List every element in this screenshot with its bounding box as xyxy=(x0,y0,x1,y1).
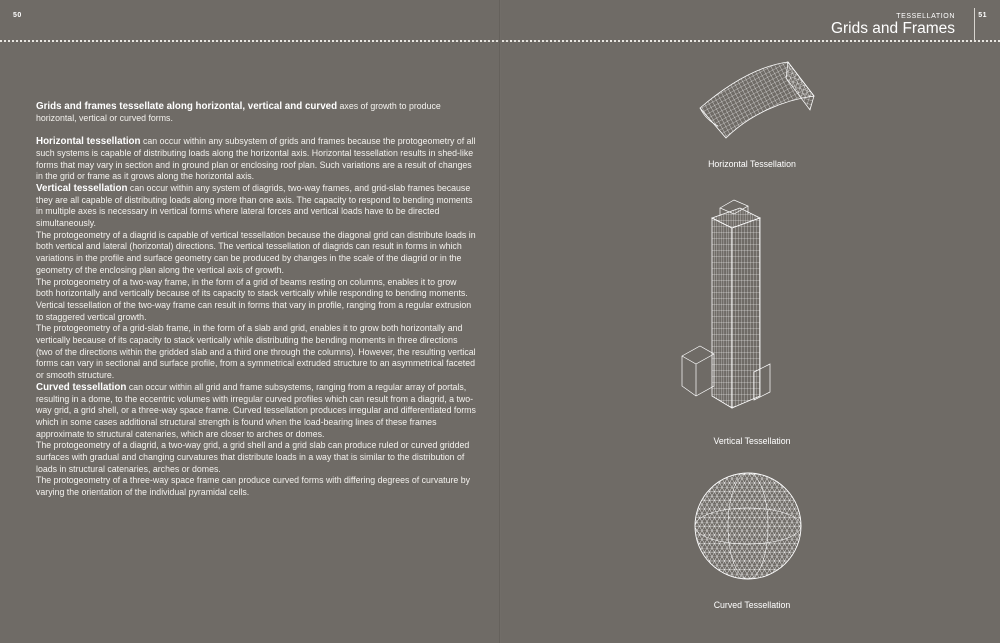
left-page-number: 50 xyxy=(13,12,22,19)
right-page-number: 51 xyxy=(978,12,987,19)
paragraph xyxy=(36,183,476,230)
figure-caption: Vertical Tessellation xyxy=(713,436,791,446)
paragraph-text: axes of growth to produce horizontal, vertical or curved forms. xyxy=(36,101,441,123)
lead-in: Vertical tessellation xyxy=(36,182,128,194)
paragraph xyxy=(36,136,476,183)
paragraph-text: The protogeometry of a diagrid is capable of vertical tessellation because the diagonal grid can distribute loads in both vertical and lateral (horizontal) directions. The vertical tessellation of diagrids can result in forms in which variations in the profile and surface geometry can be produced by changes in the scale of the diagrid or in the geometry of the enclosing plan along the vertical axis of growth. xyxy=(36,229,476,275)
paragraph-text: can occur within any system of diagrids, two-way frames, and grid-slab frames because they are all capable of distributing loads along more than one axis. The capacity to respond to bending moments in multiple axes is necessary in vertical forms where lateral forces and vertical loads have to be directed simultaneously. xyxy=(36,182,473,229)
right-dotted-rule xyxy=(502,40,1000,42)
paragraph-text: The protogeometry of a diagrid, a two-way grid, a grid shell and a grid slab can produce ruled or curved gridded surfaces with gradual and changing curvatures that distribute loads in a way that is similar to the distribution of loads in structural catenaries, arches or domes. xyxy=(36,440,470,474)
paragraph xyxy=(36,323,476,382)
paragraph-text: The protogeometry of a two-way frame, in the form of a grid of beams resting on columns, enables it to grow both horizontally and vertically because of its capacity to stack vertically while responding to bending moments. Vertical tessellation of the two-way frame can result in forms that vary in profile, ranging from a regular extrusion to staggered vertical growth. xyxy=(36,276,472,322)
paragraph-text: can occur within all grid and frame subsystems, ranging from a regular array of portals, resulting in a dome, to the eccentric volumes with irregular curved profiles which can result from a diagrid, a two-way grid, a grid shell, or a three-way space frame. Curved tessellation produces irregular and differentiated forms which in some cases additional structural strength is found when the load-bearing lines of these frames approximate to structural catenaries, which are closer to arches or domes. xyxy=(36,381,476,439)
paragraph-text: The protogeometry of a three-way space frame can produce curved forms with differing degrees of curvature by varying the orientation of the individual pyramidal cells. xyxy=(36,475,471,498)
paragraph xyxy=(36,230,476,277)
page-gutter xyxy=(499,0,501,643)
lead-in: Grids and frames tessellate along horizontal, vertical and curved xyxy=(36,101,338,112)
body-text xyxy=(36,101,476,499)
left-dotted-rule xyxy=(0,40,498,42)
paragraph xyxy=(36,475,476,498)
page-title: Grids and Frames xyxy=(830,20,955,37)
section-kicker: TESSELLATION xyxy=(896,13,955,20)
lead-in: Curved tessellation xyxy=(36,381,127,393)
paragraph xyxy=(36,382,476,441)
title-divider xyxy=(974,8,975,40)
paragraph xyxy=(36,277,476,324)
paragraph xyxy=(36,440,476,475)
tower-grid-icon xyxy=(678,196,778,414)
shed-grid-icon xyxy=(688,56,823,146)
paragraph-text: can occur within any subsystem of grids and frames because the protogeometry of all such systems is capable of distributing loads along the horizontal axis. Horizontal tessellation results in shed-like forms that may vary in section and in ground plan or enclosing roof plan. Such variations are a result of changes in the grid or frame as it grows along the horizontal axis. xyxy=(36,136,476,182)
figure-caption: Horizontal Tessellation xyxy=(708,159,796,169)
dome-grid-icon xyxy=(692,470,804,582)
figure-caption: Curved Tessellation xyxy=(713,600,791,610)
paragraph xyxy=(36,101,476,124)
paragraph-text: The protogeometry of a grid-slab frame, in the form of a slab and grid, enables it to grow both horizontally and vertically because of its capacity to stack vertically while distributing the bending moments in three directions (two of the directions within the gridded slab and a third one through the columns). However, the resulting vertical forms can vary in sectional and surface profile, from a symmetrical extruded structure to an asymmetrical faceted or smooth structure. xyxy=(36,323,476,381)
lead-in: Horizontal tessellation xyxy=(36,136,141,148)
